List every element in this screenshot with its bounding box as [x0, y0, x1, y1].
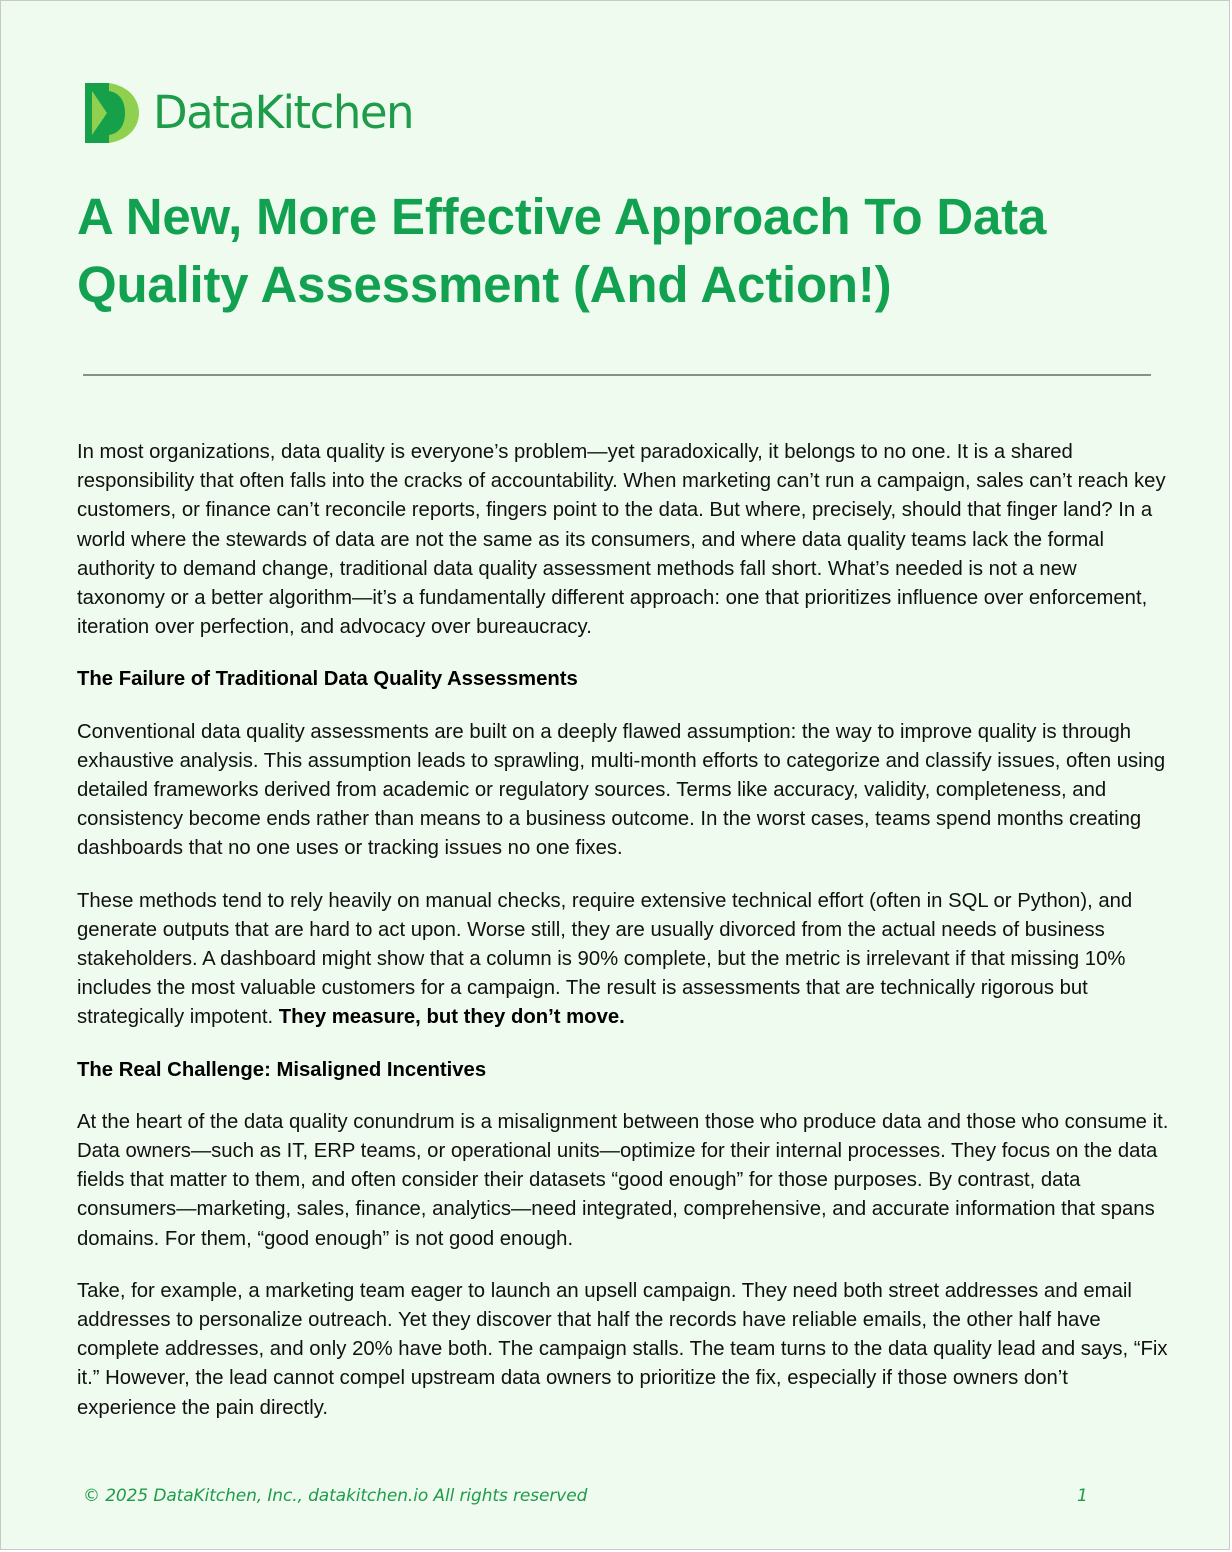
article-body — [77, 438, 1169, 1446]
intro-paragraph — [77, 438, 1169, 642]
brand-logo — [85, 83, 413, 143]
footer-copyright: © 2025 DataKitchen, Inc., datakitchen.io All rights reserved — [83, 1486, 588, 1506]
body-paragraph — [77, 887, 1169, 1033]
body-paragraph — [77, 1277, 1169, 1423]
brand-name: DataKitchen — [153, 85, 414, 139]
paragraph-text: Take, for example, a marketing team eager to launch an upsell campaign. They need both street addresses and email addresses to personalize outreach. Yet they discover that half the records have reliable emails, the other half have complete addresses, and only 20% have both. The campaign stalls. The team turns to the data quality lead and says, “Fix it.” However, the lead cannot compel upstream data owners to prioritize the fix, especially if those owners don’t experience the pain directly. — [77, 1279, 1168, 1419]
page-number: 1 — [1077, 1486, 1088, 1506]
page-title: A New, More Effective Approach To Data Quality Assessment (And Action!) — [77, 188, 1047, 313]
paragraph-text: Conventional data quality assessments are built on a deeply flawed assumption: the way to improve quality is through exhaustive analysis. This assumption leads to sprawling, multi-month efforts to categorize and classify issues, often using detailed frameworks derived from academic or regulatory sources. Terms like accuracy, validity, completeness, and consistency become ends rather than means to a business outcome. In the worst cases, teams spend months creating dashboards that no one uses or tracking issues no one fixes. — [77, 720, 1166, 860]
emphasis-text: They measure, but they don’t move. — [278, 1006, 625, 1029]
section-heading: The Failure of Traditional Data Quality Assessments — [77, 668, 578, 691]
divider — [83, 374, 1151, 376]
paragraph-text: In most organizations, data quality is everyone’s problem—yet paradoxically, it belongs to no one. It is a shared responsibility that often falls into the cracks of accountability. When marketing can’t run a campaign, sales can’t reach key customers, or finance can’t reconcile reports, fingers point to the data. But where, precisely, should that finger land? In a world where the stewards of data are not the same as its consumers, and where data quality teams lack the formal authority to demand change, traditional data quality assessment methods fall short. What’s needed is not a new taxonomy or a better algorithm—it’s a fundamentally different approach: one that prioritizes influence over enforcement, iteration over perfection, and advocacy over bureaucracy. — [77, 441, 1166, 639]
paragraph-text: At the heart of the data quality conundrum is a misalignment between those who produce data and those who consume it. Data owners—such as IT, ERP teams, or operational units—optimize for their internal processes. They focus on the data fields that matter to them, and often consider their datasets “good enough” for those purposes. By contrast, data consumers—marketing, sales, finance, analytics—need integrated, comprehensive, and accurate information that spans domains. For them, “good enough” is not good enough. — [77, 1110, 1169, 1250]
section-heading: The Real Challenge: Misaligned Incentives — [77, 1058, 487, 1081]
body-paragraph — [77, 718, 1169, 864]
body-paragraph — [77, 1108, 1169, 1254]
paragraph-text: These methods tend to rely heavily on manual checks, require extensive technical effort (often in SQL or Python), and generate outputs that are hard to act upon. Worse still, they are usually divorced from the actual needs of business stakeholders. A dashboard might show that a column is 90% complete, but the metric is irrelevant if that missing 10% includes the most valuable customers for a campaign. The result is assessments that are technically rigorous but strategically impotent. — [77, 889, 1133, 1029]
datakitchen-logo-icon — [85, 83, 139, 143]
